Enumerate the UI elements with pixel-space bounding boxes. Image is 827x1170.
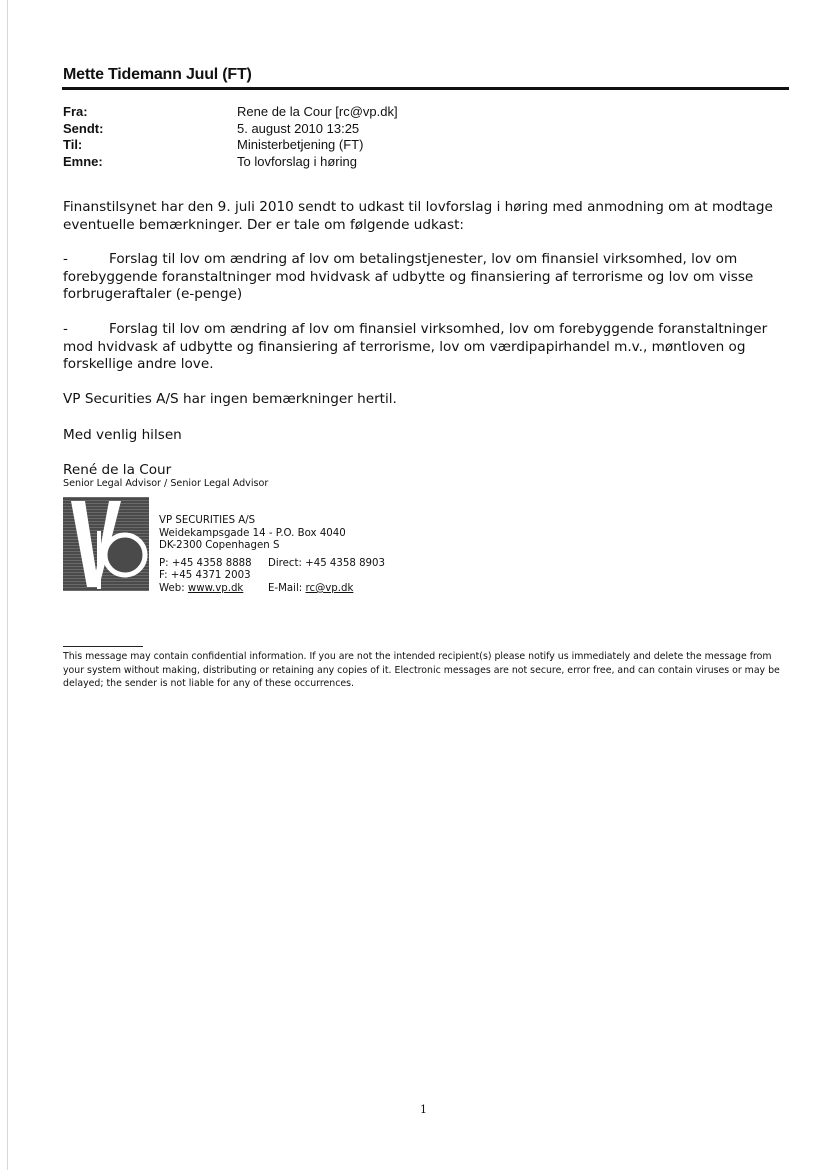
header-value-to: Ministerbetjening (FT) (237, 137, 364, 152)
page-number: 1 (420, 1103, 427, 1116)
header-value-sent: 5. august 2010 13:25 (237, 120, 360, 136)
signature-name: René de la Cour (63, 462, 172, 478)
signature-title: Senior Legal Advisor / Senior Legal Advisor (63, 478, 269, 489)
intro-paragraph: Finanstilsynet har den 9. juli 2010 sendt to udkast til lovforslag i høring med anmodning om at modtage eventuelle bemærkninger. Der er tale om følgende udkast: (63, 199, 773, 233)
bullet-marker: - (63, 251, 68, 267)
header-row-subject (63, 154, 398, 171)
web-email-row (159, 583, 385, 596)
company-fax: F: +45 4371 2003 (159, 570, 251, 582)
header-value-from: Rene de la Cour [rc@vp.dk] (237, 104, 398, 119)
company-contact-block (159, 515, 385, 596)
email-label: E-Mail: (268, 582, 303, 594)
bullet-marker: - (63, 321, 68, 337)
email-link[interactable]: rc@vp.dk (305, 582, 354, 594)
title-rule (62, 87, 789, 90)
header-row-from (63, 104, 398, 121)
vp-securities-logo-icon (63, 497, 149, 591)
email-headers (63, 104, 398, 170)
header-value-subject: To lovforslag i høring (237, 153, 357, 169)
web-label: Web: (159, 582, 185, 594)
phone-row (159, 558, 385, 571)
confidentiality-disclaimer: This message may contain confidential information. If you are not the intended recipient(s) please notify us immediately and delete the message from your system without making, distributing or retaining any copies of it. Electronic messages are not secure, error free, and can contain viruses or may be delayed; the sender is not liable for any of these occurrences. (63, 651, 780, 689)
bullet-item-2 (63, 321, 793, 374)
document-title: Mette Tidemann Juul (FT) (63, 66, 252, 83)
bullet-item-1 (63, 251, 793, 304)
bullet-text: Forslag til lov om ændring af lov om betalingstjenester, lov om finansiel virksomhed, lov om forebyggende foranstaltninger mod hvidvask af udbytte og finansiering af terrorisme og lov om visse forbrugeraftaler (e-penge) (63, 251, 754, 302)
company-address-line-1: Weidekampsgade 14 - P.O. Box 4040 (159, 527, 346, 539)
scan-edge (7, 0, 8, 1170)
header-label-from: Fra: (63, 104, 88, 119)
statement-paragraph: VP Securities A/S har ingen bemærkninger hertil. (63, 391, 397, 407)
web-link[interactable]: www.vp.dk (187, 582, 244, 594)
closing-line: Med venlig hilsen (63, 427, 182, 443)
company-phone: P: +45 4358 8888 (159, 557, 252, 569)
bullet-text: Forslag til lov om ændring af lov om finansiel virksomhed, lov om forebyggende foranstaltninger mod hvidvask af udbytte og finansiering af terrorisme, lov om værdipapirhandel m.v., møntloven og forskellige andre love. (63, 321, 768, 372)
company-address-line-2: DK-2300 Copenhagen S (159, 540, 280, 552)
web-cell (159, 583, 268, 596)
company-name: VP SECURITIES A/S (159, 515, 256, 526)
header-row-to (63, 137, 398, 154)
header-row-sent (63, 121, 398, 138)
header-label-to: Til: (63, 137, 83, 152)
direct-phone: Direct: +45 4358 8903 (268, 557, 386, 569)
header-label-sent: Sendt: (63, 120, 104, 136)
footnote-rule (63, 646, 143, 647)
header-label-subject: Emne: (63, 153, 103, 169)
